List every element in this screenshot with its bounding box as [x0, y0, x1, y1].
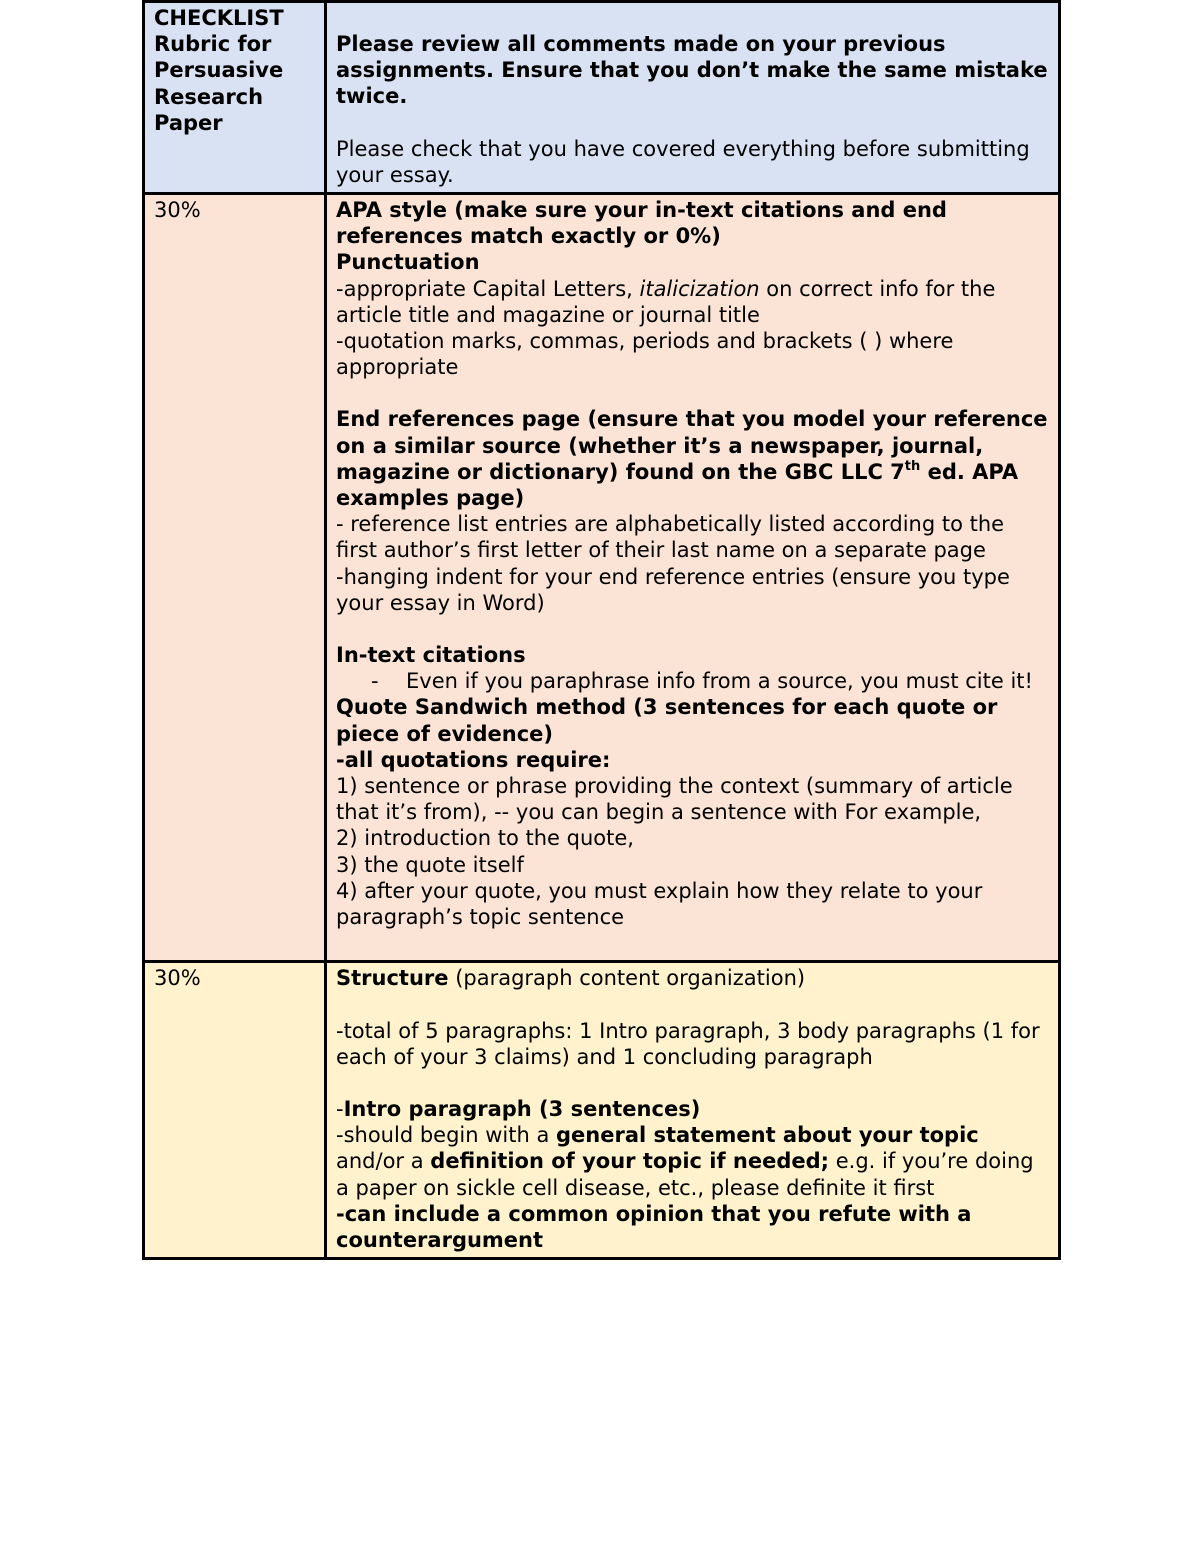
intro-paragraph-heading: -Intro paragraph (3 sentences) — [336, 1096, 701, 1121]
references-item: - reference list entries are alphabetically listed according to the first author’s first letter of their last name on a separate page — [336, 512, 1005, 563]
apa-style-heading: APA style (make sure your in-text citations and end references match exactly or 0%) — [336, 198, 947, 249]
sandwich-step: 3) the quote itself — [336, 852, 524, 877]
rubric-table — [142, 0, 1061, 1260]
total-paragraphs-item: -total of 5 paragraphs: 1 Intro paragraph, 3 body paragraphs (1 for each of your 3 claims) and 1 concluding paragraph — [336, 1018, 1040, 1069]
punctuation-heading: Punctuation — [336, 250, 480, 275]
structure-section-row — [144, 962, 1060, 1259]
structure-criteria-cell — [326, 962, 1060, 1259]
intro-begin-item: -should begin with a general statement about your topic and/or a definition of your topic if needed; e.g. if you’re doing a paper on sickle cell disease, etc., please definite it first — [336, 1123, 1034, 1200]
header-title-cell — [144, 2, 326, 194]
sandwich-step: 4) after your quote, you must explain how they relate to your paragraph’s topic sentence — [336, 878, 983, 930]
dash-bullet: - — [371, 669, 379, 694]
structure-heading: Structure (paragraph content organization) — [336, 966, 806, 991]
weight-label: 30% — [154, 198, 201, 223]
weight-label: 30% — [154, 966, 201, 991]
references-item: -hanging indent for your end reference entries (ensure you type your essay in Word) — [336, 564, 1010, 615]
end-references-heading: End references page (ensure that you model your reference on a similar source (whether it’s a newspaper, journal, magazine or dictionary) found on the GBC LLC 7th ed. APA examples page) — [336, 407, 1048, 511]
counterargument-item: -can include a common opinion that you refute with a counterargument — [336, 1201, 972, 1252]
weight-cell — [144, 962, 326, 1259]
quote-sandwich-heading: Quote Sandwich method (3 sentences for each quote or piece of evidence) — [336, 695, 998, 746]
in-text-citations-heading: In-text citations — [336, 643, 526, 668]
quotations-require: -all quotations require: — [336, 747, 611, 772]
apa-section-row — [144, 194, 1060, 962]
punctuation-item: -appropriate Capital Letters, italicization on correct info for the article title and magazine or journal title — [336, 276, 996, 327]
sandwich-step: 1) sentence or phrase providing the context (summary of article that it’s from), -- you can begin a sentence with For example, — [336, 774, 1013, 825]
citation-bullet — [336, 668, 1049, 694]
review-instruction: Please review all comments made on your previous assignments. Ensure that you don’t make the same mistake twice. — [336, 32, 1048, 109]
check-instruction: Please check that you have covered everything before submitting your essay. — [336, 136, 1030, 187]
weight-cell — [144, 194, 326, 962]
punctuation-item: -quotation marks, commas, periods and brackets ( ) where appropriate — [336, 329, 954, 380]
rubric-title: CHECKLIST Rubric for Persuasive Research Paper — [154, 6, 284, 135]
sandwich-step: 2) introduction to the quote, — [336, 826, 634, 851]
header-instructions-cell — [326, 2, 1060, 194]
citation-bullet-text: Even if you paraphrase info from a source, you must cite it! — [406, 669, 1033, 694]
apa-criteria-cell — [326, 194, 1060, 962]
header-row — [144, 2, 1060, 194]
